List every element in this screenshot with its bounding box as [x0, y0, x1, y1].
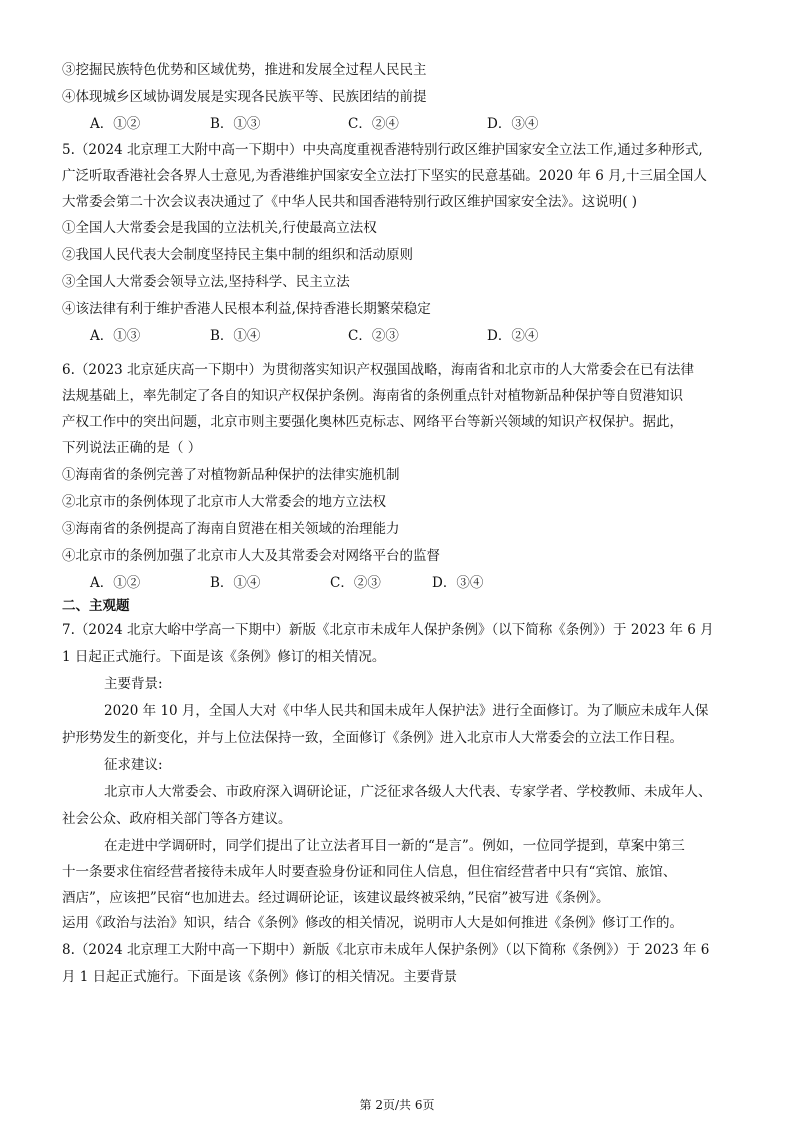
question-6-line-3: 产权工作中的突出问题，北京市则主要强化奥林匹克标志、网络平台等新兴领域的知识产权保护。据此， — [62, 414, 683, 430]
choice-d: D．③④ — [432, 575, 484, 591]
visit-line-2: 十一条要求住宿经营者接待未成年人时要查验身份证和同住人信息，但住宿经营者中只有“宾馆、旅馆、 — [62, 864, 677, 880]
question-5-line-1: 5.（2024 北京理工大附中高一下期中）中央高度重视香港特别行政区维护国家安全立法工作,通过多种形式, — [62, 142, 703, 158]
question-6-statement-4: ④北京市的条例加强了北京市人大及其常委会对网络平台的监督 — [62, 548, 440, 564]
choice-a: A．①② — [90, 116, 141, 132]
suggestion-label: 征求建议: — [104, 757, 163, 773]
choice-b: B．①③ — [210, 116, 261, 132]
question-6-line-2: 法规基础上，率先制定了各自的知识产权保护条例。海南省的条例重点针对植物新品种保护等自贸港知识 — [62, 388, 683, 404]
suggestion-line-2: 社会公众、政府相关部门等各方建议。 — [62, 811, 292, 827]
page-footer: 第 2页/共 6页 — [359, 1098, 435, 1112]
question-8-line-1: 8.（2024 北京理工大附中高一下期中）新版《北京市未成年人保护条例》（以下简称《条例》）于 2023 年 6 — [62, 942, 710, 958]
background-label: 主要背景: — [104, 676, 163, 692]
section-heading: 二、主观题 — [62, 598, 130, 614]
choice-c: C．②④ — [348, 116, 399, 132]
question-5-line-2: 广泛听取香港社会各界人士意见,为香港维护国家安全立法打下坚实的民意基础。2020 年 6 月,十三届全国人 — [62, 168, 707, 184]
question-5-line-3: 大常委会第二十次会议表决通过了《中华人民共和国香港特别行政区维护国家安全法》。这说明( ) — [62, 194, 638, 210]
question-8-line-2: 月 1 日起正式施行。下面是该《条例》修订的相关情况。主要背景 — [62, 969, 458, 985]
suggestion-line-1: 北京市人大常委会、市政府深入调研论证，广泛征求各级人大代表、专家学者、学校教师、未成年人、 — [104, 784, 712, 800]
choice-d: D．②④ — [487, 328, 539, 344]
choice-c: C．②③ — [330, 575, 381, 591]
background-line-2: 护形势发生的新变化，并与上位法保持一致，全面修订《条例》进入北京市人大常委会的立法工作日程。 — [62, 730, 683, 746]
question-6-statement-3: ③海南省的条例提高了海南自贸港在相关领域的治理能力 — [62, 521, 400, 537]
choice-b: B．①④ — [210, 575, 261, 591]
choice-d: D．③④ — [487, 116, 539, 132]
question-5-statement-4: ④该法律有利于维护香港人民根本利益,保持香港长期繁荣稳定 — [62, 301, 431, 317]
choice-c: C．②③ — [348, 328, 399, 344]
question-6-statement-2: ②北京市的条例体现了北京市人大常委会的地方立法权 — [62, 494, 386, 510]
choice-a: A．①② — [90, 575, 141, 591]
option-statement-4: ④体现城乡区域协调发展是实现各民族平等、民族团结的前提 — [62, 89, 427, 105]
option-statement-3: ③挖掘民族特色优势和区域优势，推进和发展全过程人民民主 — [62, 62, 427, 78]
question-6-line-1: 6.（2023 北京延庆高一下期中）为贯彻落实知识产权强国战略，海南省和北京市的人大常委会在已有法律 — [62, 362, 695, 378]
choice-b: B．①④ — [210, 328, 261, 344]
visit-line-3: 酒店”，应该把”民宿“也加进去。经过调研论证，该建议最终被采纳，”民宿”被写进《条例》。 — [62, 890, 610, 906]
background-line-1: 2020 年 10 月，全国人大对《中华人民共和国未成年人保护法》进行全面修订。为了顺应未成年人保 — [104, 703, 709, 719]
choice-a: A．①③ — [90, 328, 141, 344]
question-7-task: 运用《政治与法治》知识，结合《条例》修改的相关情况，说明市人大是如何推进《条例》修订工作的。 — [62, 915, 683, 931]
question-5-statement-1: ①全国人大常委会是我国的立法机关,行使最高立法权 — [62, 220, 377, 236]
question-6-line-4: 下列说法正确的是（ ） — [62, 440, 202, 456]
question-5-statement-2: ②我国人民代表大会制度坚持民主集中制的组织和活动原则 — [62, 247, 413, 263]
question-7-line-2: 1 日起正式施行。下面是该《条例》修订的相关情况。 — [62, 649, 386, 665]
question-6-statement-1: ①海南省的条例完善了对植物新品种保护的法律实施机制 — [62, 467, 400, 483]
question-5-statement-3: ③全国人大常委会领导立法,坚持科学、民主立法 — [62, 274, 350, 290]
question-7-line-1: 7.（2024 北京大峪中学高一下期中）新版《北京市未成年人保护条例》（以下简称《条例》）于 2023 年 6 月 — [62, 622, 714, 638]
visit-line-1: 在走进中学调研时，同学们提出了让立法者耳目一新的“是言”。例如，一位同学提到，草案中第三 — [104, 838, 685, 854]
